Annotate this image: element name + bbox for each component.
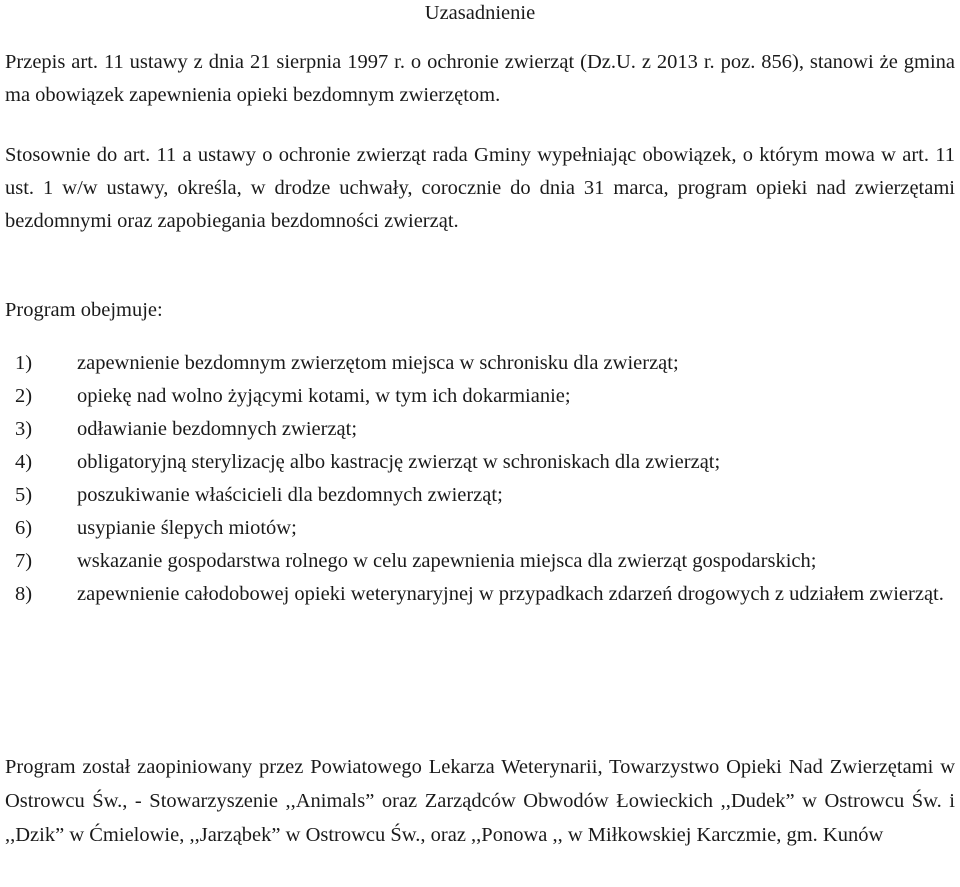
list-item (5, 446, 955, 479)
list-item-number: 8) (15, 583, 33, 605)
list-item (5, 413, 955, 446)
paragraph-program-opinions: Program został zaopiniowany przez Powiatowego Lekarza Weterynarii, Towarzystwo Opieki Nad Zwierzętami w Ostrowcu Św., - Stowarzyszenie ,,Animals” oraz Zarządców Obwodów Łowieckich ,,Dudek” w Ostrowcu Św. i ,,Dzik” w Ćmielowie, ,,Jarząbek” w Ostrowcu Św., oraz ,,Ponowa ,, w Miłkowskiej Karczmie, gm. Kunów (5, 756, 955, 846)
paragraph-council-obligation: Stosownie do art. 11 a ustawy o ochronie zwierząt rada Gminy wypełniając obowiązek, o którym mowa w art. 11 ust. 1 w/w ustawy, określa, w drodze uchwały, corocznie do dnia 31 marca, program opieki nad zwierzętami bezdomnymi oraz zapobiegania bezdomności zwierząt. (5, 144, 955, 232)
list-item-text: poszukiwanie właścicieli dla bezdomnych zwierząt; (77, 484, 503, 506)
list-item-text: wskazanie gospodarstwa rolnego w celu zapewnienia miejsca dla zwierząt gospodarskich; (77, 550, 817, 572)
list-item-number: 3) (15, 418, 33, 440)
list-item-number: 1) (15, 352, 33, 374)
list-item-number: 4) (15, 451, 33, 473)
list-item-text: odławianie bezdomnych zwierząt; (77, 418, 358, 440)
paragraph-program-intro: Program obejmuje: (5, 299, 163, 321)
list-item (5, 578, 955, 611)
list-item-text: zapewnienie całodobowej opieki weterynaryjnej w przypadkach zdarzeń drogowych z udziałem zwierząt. (77, 583, 944, 605)
list-item-text: obligatoryjną sterylizację albo kastrację zwierząt w schroniskach dla zwierząt; (77, 451, 721, 473)
list-item-number: 5) (15, 484, 33, 506)
paragraph-legal-basis: Przepis art. 11 ustawy z dnia 21 sierpnia 1997 r. o ochronie zwierząt (Dz.U. z 2013 r. poz. 856), stanowi że gmina ma obowiązek zapewnienia opieki bezdomnym zwierzętom. (5, 51, 955, 106)
list-item (5, 347, 955, 380)
list-item-number: 6) (15, 517, 33, 539)
list-item-number: 7) (15, 550, 33, 572)
list-item-text: usypianie ślepych miotów; (77, 517, 297, 539)
list-item-number: 2) (15, 385, 33, 407)
list-item (5, 479, 955, 512)
document-title: Uzasadnienie (424, 2, 536, 24)
list-item (5, 380, 955, 413)
program-scope-list (5, 347, 955, 611)
list-item (5, 512, 955, 545)
list-item-text: opiekę nad wolno żyjącymi kotami, w tym ich dokarmianie; (77, 385, 571, 407)
list-item (5, 545, 955, 578)
list-item-text: zapewnienie bezdomnym zwierzętom miejsca w schronisku dla zwierząt; (77, 352, 679, 374)
